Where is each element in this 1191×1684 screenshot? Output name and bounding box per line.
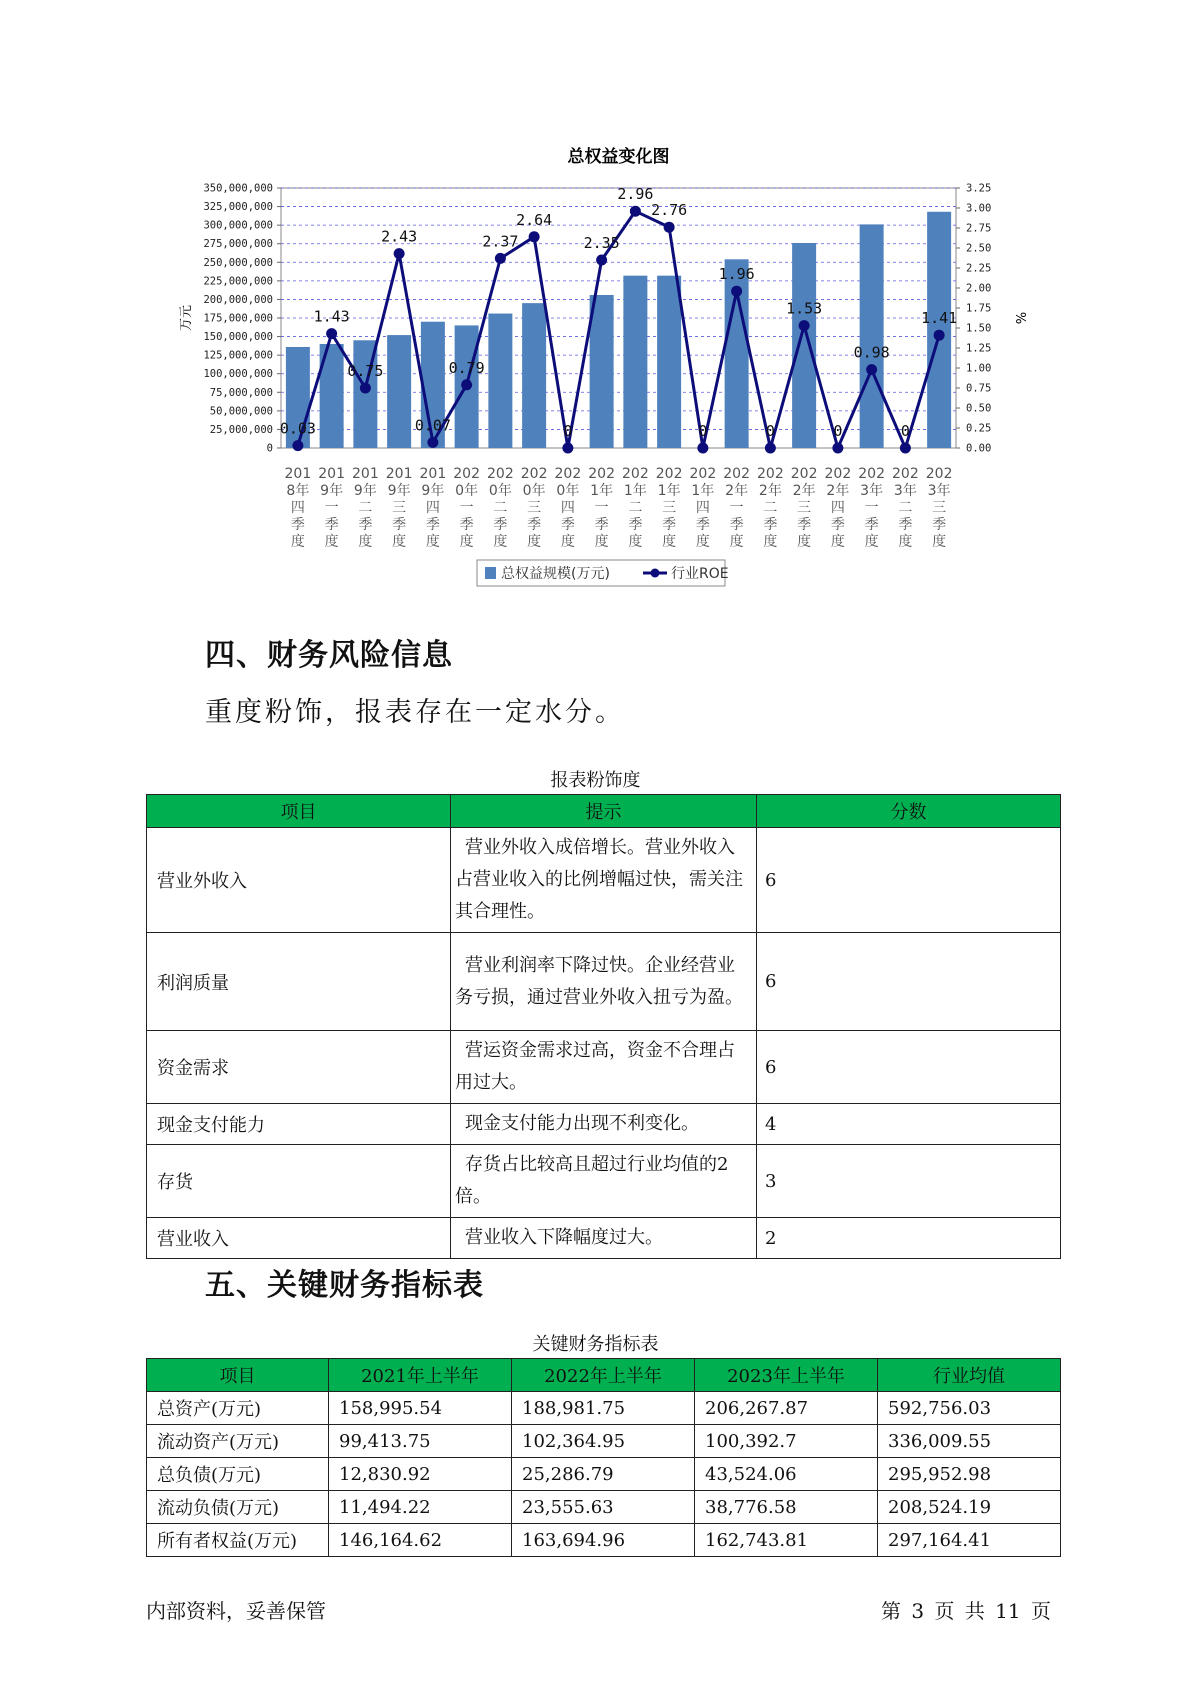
kpi-value: 43,524.06	[695, 1458, 878, 1491]
left-axis-label: 万元	[179, 304, 194, 332]
table-row	[147, 1425, 1061, 1458]
risk-table	[146, 794, 1061, 1259]
table-row	[147, 1145, 1061, 1218]
x-category-label: 3年	[860, 483, 884, 499]
risk-score: 6	[757, 1031, 1061, 1104]
x-category-label: 度	[662, 534, 677, 550]
x-category-label: 四	[695, 500, 710, 516]
x-category-label: 季	[392, 517, 407, 533]
right-axis-label: %	[1012, 311, 1027, 325]
table-row	[147, 1458, 1061, 1491]
risk-item: 利润质量	[147, 933, 451, 1031]
x-category-label: 1年	[623, 483, 647, 499]
risk-score: 6	[757, 828, 1061, 933]
kpi-table-caption: 关键财务指标表	[532, 1334, 659, 1355]
table-row	[147, 1104, 1061, 1145]
risk-hint: 现金支付能力出现不利变化。	[451, 1104, 757, 1145]
right-tick-label: 1.50	[966, 322, 992, 335]
x-category-label: 一	[459, 500, 474, 516]
risk-header-item: 项目	[147, 795, 451, 828]
x-category-label: 季	[324, 517, 339, 533]
kpi-value: 158,995.54	[329, 1392, 512, 1425]
roe-data-label: 1.41	[921, 309, 958, 328]
kpi-value: 100,392.7	[695, 1425, 878, 1458]
kpi-value: 162,743.81	[695, 1524, 878, 1557]
equity-bar	[387, 335, 411, 448]
x-category-label: 季	[797, 517, 812, 533]
x-category-label: 三	[662, 500, 677, 516]
x-category-label: 四	[560, 500, 575, 516]
x-category-label: 3年	[893, 483, 917, 499]
x-category-label: 季	[628, 517, 643, 533]
x-category-label: 季	[493, 517, 508, 533]
x-category-label: 二	[628, 500, 643, 516]
left-tick-label: 325,000,000	[203, 201, 273, 214]
kpi-value: 336,009.55	[878, 1425, 1061, 1458]
x-category-label: 2年	[725, 483, 749, 499]
roe-data-label: 0	[698, 422, 708, 440]
x-category-label: 季	[695, 517, 710, 533]
kpi-value: 208,524.19	[878, 1491, 1061, 1524]
roe-point	[866, 364, 877, 375]
x-category-label: 0年	[488, 483, 512, 499]
right-tick-label: 2.50	[966, 242, 992, 255]
kpi-value: 25,286.79	[512, 1458, 695, 1491]
x-category-label: 一	[324, 500, 339, 516]
table-row	[147, 933, 1061, 1031]
risk-section-heading: 四、财务风险信息	[205, 638, 453, 673]
kpi-value: 102,364.95	[512, 1425, 695, 1458]
legend-bar-label: 总权益规模(万元)	[501, 566, 610, 582]
risk-item: 营业外收入	[147, 828, 451, 933]
x-category-label: 季	[662, 517, 677, 533]
kpi-item: 流动负债(万元)	[147, 1491, 329, 1524]
table-row	[147, 828, 1061, 933]
left-tick-label: 350,000,000	[203, 182, 273, 195]
x-category-label: 季	[560, 517, 575, 533]
risk-item: 存货	[147, 1145, 451, 1218]
kpi-value: 99,413.75	[329, 1425, 512, 1458]
x-category-label: 季	[290, 517, 305, 533]
x-category-label: 9年	[353, 483, 377, 499]
x-category-label: 度	[594, 534, 609, 550]
x-category-label: 四	[290, 500, 305, 516]
table-row	[147, 1031, 1061, 1104]
x-category-label: 2年	[758, 483, 782, 499]
right-tick-label: 0.25	[966, 422, 992, 435]
risk-header-score: 分数	[757, 795, 1061, 828]
x-category-label: 202	[689, 466, 717, 482]
roe-point	[731, 286, 742, 297]
x-category-label: 202	[790, 466, 818, 482]
x-category-label: 202	[622, 466, 649, 482]
x-category-label: 度	[864, 534, 879, 550]
kpi-header-2021h1: 2021年上半年	[329, 1359, 512, 1392]
x-category-label: 度	[797, 534, 812, 550]
x-category-label: 201	[318, 466, 345, 482]
roe-point	[765, 443, 776, 454]
kpi-item: 总资产(万元)	[147, 1392, 329, 1425]
roe-point	[427, 437, 438, 448]
roe-data-label: 1.43	[313, 307, 350, 326]
right-tick-label: 0.00	[966, 442, 992, 455]
kpi-header-item: 项目	[147, 1359, 329, 1392]
x-category-label: 9年	[421, 483, 445, 499]
left-tick-label: 100,000,000	[203, 368, 273, 381]
x-category-label: 度	[324, 534, 339, 550]
x-category-label: 202	[554, 466, 582, 482]
kpi-value: 188,981.75	[512, 1392, 695, 1425]
kpi-value: 206,267.87	[695, 1392, 878, 1425]
table-row	[147, 1491, 1061, 1524]
roe-point	[900, 443, 911, 454]
equity-change-chart	[0, 0, 1191, 600]
roe-point	[461, 379, 472, 390]
x-category-label: 度	[560, 534, 575, 550]
risk-hint: 存货占比较高且超过行业均值的2倍。	[451, 1145, 757, 1218]
table-row	[147, 1392, 1061, 1425]
x-category-label: 度	[392, 534, 407, 550]
risk-item: 资金需求	[147, 1031, 451, 1104]
roe-point	[326, 328, 337, 339]
table-row	[147, 1524, 1061, 1557]
equity-bar	[522, 303, 546, 448]
risk-score: 6	[757, 933, 1061, 1031]
equity-bar	[590, 295, 614, 448]
kpi-value: 297,164.41	[878, 1524, 1061, 1557]
x-category-label: 二	[493, 500, 508, 516]
risk-score: 3	[757, 1145, 1061, 1218]
kpi-item: 流动资产(万元)	[147, 1425, 329, 1458]
right-tick-label: 2.00	[966, 282, 992, 295]
legend-line-marker	[651, 569, 660, 578]
roe-point	[495, 253, 506, 264]
kpi-item: 所有者权益(万元)	[147, 1524, 329, 1557]
roe-point	[596, 255, 607, 266]
x-category-label: 季	[358, 517, 373, 533]
x-category-label: 8年	[286, 483, 310, 499]
roe-point	[394, 248, 405, 259]
roe-data-label: 0.79	[448, 358, 485, 377]
right-tick-label: 1.00	[966, 362, 992, 375]
left-tick-label: 300,000,000	[203, 219, 273, 232]
roe-data-label: 2.35	[583, 234, 620, 252]
x-category-label: 一	[864, 500, 879, 516]
right-tick-label: 2.75	[966, 222, 992, 235]
x-category-label: 9年	[320, 483, 344, 499]
x-category-label: 季	[425, 517, 440, 533]
x-category-label: 度	[459, 534, 474, 550]
roe-point	[562, 443, 573, 454]
equity-bar	[488, 314, 512, 448]
x-category-label: 四	[830, 500, 845, 516]
x-category-label: 2年	[826, 483, 850, 499]
x-category-label: 0年	[522, 483, 546, 499]
kpi-value: 38,776.58	[695, 1491, 878, 1524]
roe-data-label: 0	[833, 422, 843, 440]
roe-point	[630, 206, 641, 217]
equity-bar	[860, 224, 884, 448]
x-category-label: 度	[729, 534, 744, 550]
legend-line-label: 行业ROE	[671, 566, 729, 582]
risk-table-caption: 报表粉饰度	[550, 770, 641, 791]
left-tick-label: 250,000,000	[203, 256, 273, 269]
x-category-label: 202	[723, 466, 750, 482]
x-category-label: 2年	[792, 483, 816, 499]
x-category-label: 201	[385, 466, 413, 482]
risk-item: 营业收入	[147, 1218, 451, 1259]
kpi-item: 总负债(万元)	[147, 1458, 329, 1491]
roe-point	[292, 440, 303, 451]
roe-point	[360, 383, 371, 394]
x-category-label: 季	[932, 517, 947, 533]
roe-data-label: 0	[765, 422, 775, 440]
x-category-label: 度	[425, 534, 440, 550]
table-row	[147, 1218, 1061, 1259]
kpi-table-header	[147, 1359, 1061, 1392]
left-tick-label: 75,000,000	[209, 386, 273, 399]
risk-item: 现金支付能力	[147, 1104, 451, 1145]
x-category-label: 一	[594, 500, 609, 516]
roe-data-label: 2.37	[482, 232, 519, 251]
risk-summary-text: 重度粉饰，报表存在一定水分。	[205, 697, 625, 728]
left-tick-label: 0	[266, 442, 273, 455]
x-category-label: 202	[925, 466, 953, 482]
x-category-label: 3年	[927, 483, 951, 499]
left-tick-label: 25,000,000	[209, 423, 273, 436]
right-tick-label: 2.25	[966, 262, 992, 275]
risk-hint: 营运资金需求过高，资金不合理占用过大。	[451, 1031, 757, 1104]
x-category-label: 三	[527, 500, 542, 516]
x-category-label: 季	[527, 517, 542, 533]
kpi-value: 12,830.92	[329, 1458, 512, 1491]
roe-point	[832, 443, 843, 454]
x-category-label: 季	[763, 517, 778, 533]
kpi-table	[146, 1358, 1061, 1557]
left-tick-label: 175,000,000	[203, 312, 273, 325]
x-category-label: 度	[527, 534, 542, 550]
x-category-label: 二	[898, 500, 913, 516]
kpi-value: 592,756.03	[878, 1392, 1061, 1425]
right-tick-label: 1.25	[966, 342, 992, 355]
roe-data-label: 2.43	[381, 227, 418, 246]
left-tick-label: 200,000,000	[203, 293, 273, 306]
x-category-label: 度	[358, 534, 373, 550]
x-category-label: 季	[459, 517, 474, 533]
risk-score: 2	[757, 1218, 1061, 1259]
risk-hint: 营业外收入成倍增长。营业外收入占营业收入的比例增幅过快，需关注其合理性。	[451, 828, 757, 933]
x-category-label: 201	[419, 466, 447, 482]
kpi-header-2023h1: 2023年上半年	[695, 1359, 878, 1392]
left-tick-label: 225,000,000	[203, 275, 273, 288]
x-category-label: 季	[830, 517, 845, 533]
roe-data-label: 2.76	[651, 201, 688, 220]
x-category-label: 四	[425, 500, 440, 516]
roe-data-label: 0.75	[347, 362, 384, 380]
x-category-label: 季	[729, 517, 744, 533]
left-tick-label: 150,000,000	[203, 331, 273, 344]
x-category-label: 三	[392, 500, 407, 516]
x-category-label: 二	[358, 500, 373, 516]
right-tick-label: 3.00	[966, 202, 992, 215]
x-category-label: 三	[797, 500, 812, 516]
right-tick-label: 1.75	[966, 302, 992, 315]
x-category-label: 度	[628, 534, 643, 550]
kpi-value: 146,164.62	[329, 1524, 512, 1557]
kpi-value: 163,694.96	[512, 1524, 695, 1557]
x-category-label: 0年	[455, 483, 479, 499]
x-category-label: 度	[932, 534, 947, 550]
roe-data-label: 0	[563, 422, 573, 440]
risk-table-header	[147, 795, 1061, 828]
x-category-label: 三	[932, 500, 947, 516]
x-category-label: 201	[352, 466, 379, 482]
roe-data-label: 1.96	[718, 265, 755, 284]
equity-bar	[657, 276, 681, 448]
x-category-label: 1年	[590, 483, 614, 499]
roe-data-label: 0	[900, 422, 910, 440]
x-category-label: 201	[284, 466, 312, 482]
kpi-value: 23,555.63	[512, 1491, 695, 1524]
x-category-label: 202	[757, 466, 784, 482]
footer-page-number: 第 3 页 共 11 页	[881, 1599, 1051, 1623]
x-category-label: 度	[898, 534, 913, 550]
roe-data-label: 2.64	[516, 210, 553, 229]
left-tick-label: 50,000,000	[209, 405, 273, 418]
x-category-label: 202	[655, 466, 683, 482]
kpi-value: 295,952.98	[878, 1458, 1061, 1491]
x-category-label: 度	[493, 534, 508, 550]
right-tick-label: 3.25	[966, 182, 992, 195]
roe-data-label: 0.07	[414, 416, 451, 435]
x-category-label: 季	[864, 517, 879, 533]
x-category-label: 度	[763, 534, 778, 550]
legend-bar-swatch	[485, 567, 496, 579]
equity-bar	[792, 243, 816, 448]
chart-title: 总权益变化图	[567, 147, 670, 167]
x-category-label: 9年	[387, 483, 411, 499]
kpi-value: 11,494.22	[329, 1491, 512, 1524]
kpi-header-industry-avg: 行业均值	[878, 1359, 1061, 1392]
x-category-label: 度	[830, 534, 845, 550]
left-tick-label: 125,000,000	[203, 349, 273, 362]
kpi-header-2022h1: 2022年上半年	[512, 1359, 695, 1392]
left-tick-label: 275,000,000	[203, 238, 273, 251]
roe-data-label: 1.53	[786, 299, 823, 318]
x-category-label: 季	[898, 517, 913, 533]
footer-confidential-note: 内部资料，妥善保管	[146, 1599, 326, 1623]
x-category-label: 202	[858, 466, 885, 482]
x-category-label: 度	[290, 534, 305, 550]
equity-bar	[623, 276, 647, 448]
x-category-label: 度	[695, 534, 710, 550]
risk-hint: 营业收入下降幅度过大。	[451, 1218, 757, 1259]
x-category-label: 1年	[691, 483, 715, 499]
x-category-label: 202	[824, 466, 852, 482]
roe-data-label: 0.03	[279, 419, 316, 438]
right-tick-label: 0.50	[966, 402, 992, 415]
x-category-label: 1年	[657, 483, 681, 499]
roe-point	[529, 231, 540, 242]
x-category-label: 二	[763, 500, 778, 516]
chart-canvas	[0, 0, 1191, 600]
roe-data-label: 0.98	[853, 343, 890, 362]
roe-point	[697, 443, 708, 454]
roe-point	[664, 222, 675, 233]
x-category-label: 0年	[556, 483, 580, 499]
risk-header-hint: 提示	[451, 795, 757, 828]
roe-point	[934, 330, 945, 341]
roe-data-label: 2.96	[617, 185, 654, 204]
x-category-label: 202	[588, 466, 615, 482]
right-tick-label: 0.75	[966, 382, 992, 395]
x-category-label: 202	[453, 466, 480, 482]
risk-hint: 营业利润率下降过快。企业经营业务亏损，通过营业外收入扭亏为盈。	[451, 933, 757, 1031]
x-category-label: 季	[594, 517, 609, 533]
x-category-label: 202	[892, 466, 919, 482]
x-category-label: 202	[520, 466, 548, 482]
kpi-section-heading: 五、关键财务指标表	[205, 1268, 484, 1303]
risk-score: 4	[757, 1104, 1061, 1145]
x-category-label: 202	[487, 466, 514, 482]
roe-point	[799, 320, 810, 331]
x-category-label: 一	[729, 500, 744, 516]
